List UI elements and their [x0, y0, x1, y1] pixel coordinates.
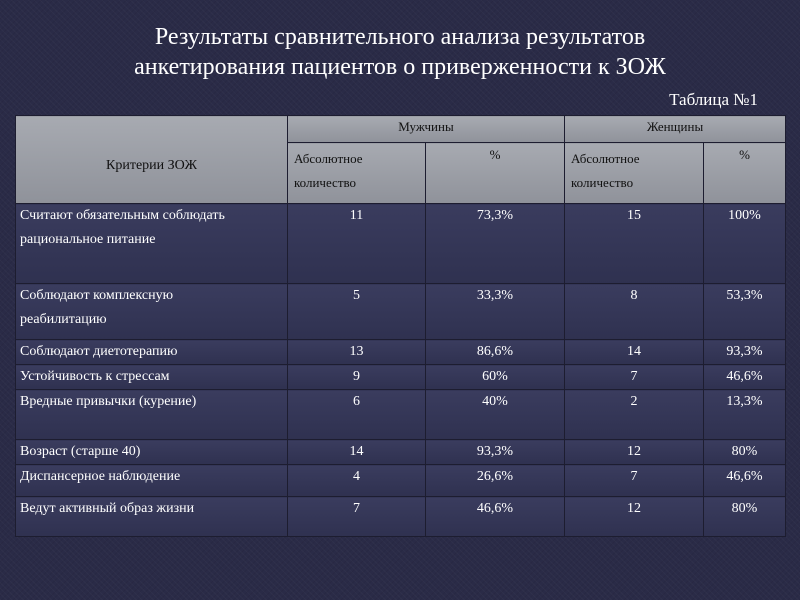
header-criteria: Критерии ЗОЖ [16, 116, 288, 204]
men-percent-value: 40% [426, 390, 565, 440]
row-criterion: Ведут активный образ жизни [16, 497, 288, 537]
women-percent-value: 80% [704, 440, 786, 465]
slide-title [40, 22, 760, 82]
women-absolute-value: 7 [565, 365, 704, 390]
women-percent-value: 100% [704, 204, 786, 284]
women-absolute-value: 14 [565, 340, 704, 365]
men-absolute-value: 4 [288, 465, 426, 497]
header-women-absolute: Абсолютное количество [565, 143, 704, 204]
women-percent-value: 46,6% [704, 365, 786, 390]
table-row [16, 390, 786, 440]
women-percent-value: 53,3% [704, 284, 786, 340]
table-header-row-groups [16, 116, 786, 143]
women-absolute-value: 2 [565, 390, 704, 440]
row-criterion: Соблюдают диетотерапию [16, 340, 288, 365]
men-absolute-value: 9 [288, 365, 426, 390]
men-absolute-value: 14 [288, 440, 426, 465]
row-criterion: Устойчивость к стрессам [16, 365, 288, 390]
slide-title-line-2: анкетирования пациентов о приверженности к ЗОЖ [134, 54, 666, 80]
men-percent-value: 86,6% [426, 340, 565, 365]
table-row [16, 365, 786, 390]
row-criterion: Считают обязательным соблюдать рациональное питание [16, 204, 288, 284]
row-criterion: Вредные привычки (курение) [16, 390, 288, 440]
results-table [15, 115, 786, 537]
table-row [16, 340, 786, 365]
men-absolute-value: 11 [288, 204, 426, 284]
men-percent-value: 26,6% [426, 465, 565, 497]
table-row [16, 440, 786, 465]
men-percent-value: 93,3% [426, 440, 565, 465]
women-absolute-value: 8 [565, 284, 704, 340]
table-row [16, 204, 786, 284]
men-percent-value: 33,3% [426, 284, 565, 340]
slide-title-line-1: Результаты сравнительного анализа результатов [154, 24, 646, 50]
women-absolute-value: 12 [565, 497, 704, 537]
row-criterion: Соблюдают комплексную реабилитацию [16, 284, 288, 340]
women-percent-value: 93,3% [704, 340, 786, 365]
men-percent-value: 73,3% [426, 204, 565, 284]
women-absolute-value: 15 [565, 204, 704, 284]
men-absolute-value: 6 [288, 390, 426, 440]
men-absolute-value: 7 [288, 497, 426, 537]
row-criterion: Диспансерное наблюдение [16, 465, 288, 497]
table-row [16, 497, 786, 537]
header-women: Женщины [565, 116, 786, 143]
header-men-percent: % [426, 143, 565, 204]
header-women-percent: % [704, 143, 786, 204]
women-percent-value: 80% [704, 497, 786, 537]
header-men-absolute: Абсолютное количество [288, 143, 426, 204]
men-percent-value: 60% [426, 365, 565, 390]
women-absolute-value: 12 [565, 440, 704, 465]
table-row [16, 284, 786, 340]
women-absolute-value: 7 [565, 465, 704, 497]
header-men: Мужчины [288, 116, 565, 143]
women-percent-value: 46,6% [704, 465, 786, 497]
men-percent-value: 46,6% [426, 497, 565, 537]
women-percent-value: 13,3% [704, 390, 786, 440]
men-absolute-value: 5 [288, 284, 426, 340]
table-caption: Таблица №1 [669, 90, 758, 109]
table-row [16, 465, 786, 497]
row-criterion: Возраст (старше 40) [16, 440, 288, 465]
men-absolute-value: 13 [288, 340, 426, 365]
